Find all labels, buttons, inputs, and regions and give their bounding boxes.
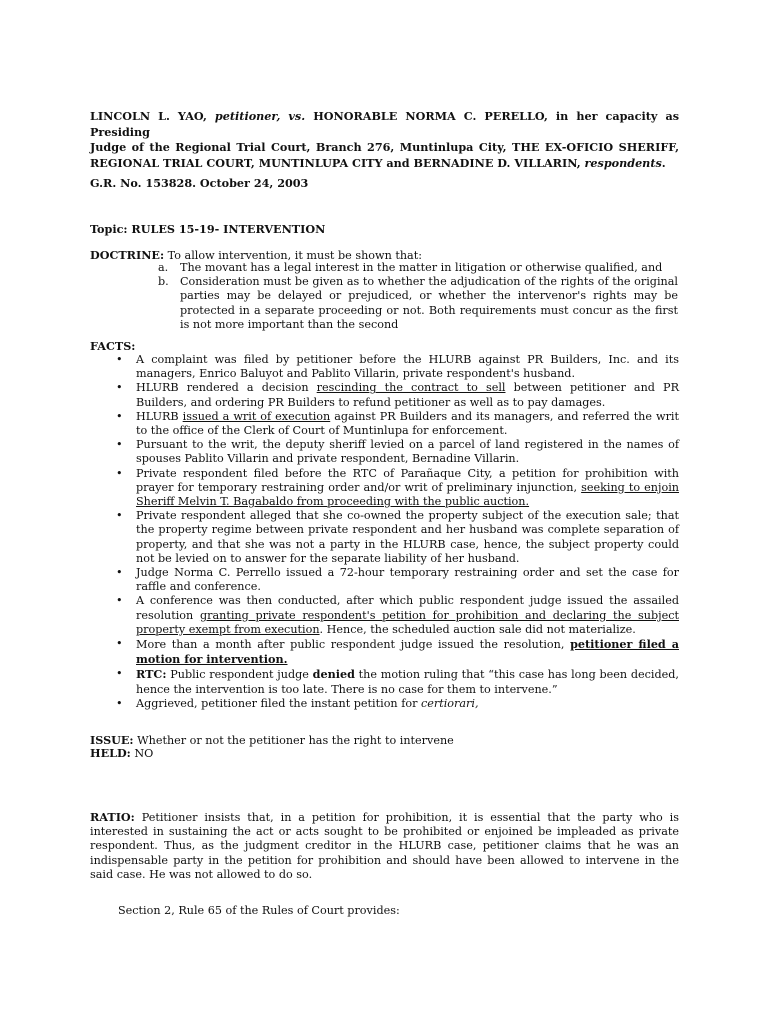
- issue-line: ISSUE: Whether or not the petitioner has the right to intervene: [90, 733, 454, 747]
- bullet-icon: •: [116, 566, 123, 580]
- fact-item: [116, 438, 679, 466]
- fact-text: certiorari,: [420, 696, 479, 710]
- fact-text: Pursuant to the writ, the deputy sheriff levied on a parcel of land registered in the names of spouses Pablito Villarin and private respondent, Bernadine Villarin.: [136, 438, 679, 466]
- fact-text: . Hence, the scheduled auction sale did not materialize.: [319, 622, 636, 636]
- fact-item: [116, 353, 679, 381]
- fact-text: Aggrieved, petitioner filed the instant petition for: [136, 696, 421, 710]
- fact-text: denied: [312, 667, 355, 682]
- gr-number: G.R. No. 153828. October 24, 2003: [90, 176, 309, 190]
- fact-item: [116, 381, 679, 409]
- fact-text: HLURB rendered a decision: [136, 381, 317, 395]
- fact-item: [116, 509, 679, 566]
- bullet-icon: •: [116, 438, 123, 452]
- bullet-icon: •: [116, 466, 123, 480]
- caption-line-2: Judge of the Regional Trial Court, Branch 276, Muntinlupa City, THE EX-OFICIO SHERIFF,: [90, 140, 679, 155]
- fact-text: seeking to enjoin Sheriff Melvin T. Bagabaldo from proceeding with the public auction.: [136, 480, 679, 509]
- fact-text: between petitioner and PR Builders, and ordering PR Builders to refund petitioner as well as to pay damages.: [136, 381, 679, 409]
- fact-text: HLURB: [136, 409, 183, 423]
- section-reference: Section 2, Rule 65 of the Rules of Court provides:: [118, 904, 400, 917]
- doctrine-item: b. Consideration must be given as to whether the adjudication of the rights of the original parties may be delayed or prejudiced, or whether the intervenor's rights may be protected in a separate proceeding or not. Both requirements must concur as the first is not more important than the second: [158, 275, 678, 331]
- fact-text: A conference was then conducted, after which public respondent judge issued the assailed resolution: [136, 594, 679, 622]
- doctrine-list: [158, 261, 678, 332]
- fact-item: [116, 667, 679, 696]
- fact-text: petitioner filed a motion for intervention.: [136, 637, 679, 667]
- bullet-icon: •: [116, 637, 123, 651]
- fact-text: A complaint was filed by petitioner before the HLURB against PR Builders, Inc. and its managers, Enrico Baluyot and Pablito Villarin, private respondent's husband.: [136, 353, 679, 381]
- bullet-icon: •: [116, 381, 123, 395]
- fact-text: issued a writ of execution: [182, 409, 331, 423]
- fact-item: [116, 594, 679, 637]
- fact-text: rescinding the contract to sell: [316, 381, 506, 395]
- bullet-icon: •: [116, 594, 123, 608]
- fact-text: the motion ruling that “this case has long been decided, hence the intervention is too late. There is no case for them to intervene.”: [136, 668, 679, 696]
- fact-text: Private respondent alleged that she co-owned the property subject of the execution sale; that the property regime between private respondent and her husband was complete separation of property, and that she was not a party in the HLURB case, hence, the subject property could not be levied on to answer for the separate liability of her husband.: [136, 509, 679, 565]
- fact-text: against PR Builders and its managers, and referred the writ to the office of the Clerk of Court of Muntinlupa for enforcement.: [136, 409, 679, 438]
- doctrine-item: a. The movant has a legal interest in the matter in litigation or otherwise qualified, and: [158, 261, 663, 274]
- caption-line-3: REGIONAL TRIAL COURT, MUNTINLUPA CITY and BERNADINE D. VILLARIN, respondents.: [90, 155, 666, 170]
- topic-heading: Topic: RULES 15-19- INTERVENTION: [90, 222, 326, 236]
- fact-item: [116, 467, 679, 510]
- bullet-icon: •: [116, 353, 123, 366]
- caption-line-1: LINCOLN L. YAO, petitioner, vs. HONORABLE NORMA C. PERELLO, in her capacity as Presiding: [90, 109, 679, 139]
- facts-heading: FACTS:: [90, 339, 136, 353]
- ratio-paragraph: RATIO: Petitioner insists that, in a petition for prohibition, it is essential that the party who is interested in sustaining the act or acts sought to be prohibited or enjoined be impleaded as private respondent. Thus, as the judgment creditor in the HLURB case, petitioner claims that he was an indispensable party in the petition for prohibition and should have been allowed to intervene in the said case. He was not allowed to do so.: [90, 810, 679, 881]
- fact-item: [116, 410, 679, 438]
- doctrine-label: DOCTRINE:: [90, 248, 165, 262]
- held-line: HELD: NO: [90, 746, 154, 760]
- doctrine-intro: To allow intervention, it must be shown that:: [164, 249, 422, 262]
- fact-text: RTC:: [136, 667, 167, 682]
- bullet-icon: •: [116, 509, 123, 523]
- fact-item: [116, 637, 679, 667]
- bullet-icon: •: [116, 696, 123, 710]
- fact-item: [116, 697, 679, 711]
- fact-text: Private respondent filed before the RTC of Parañaque City, a petition for prohibition with prayer for temporary restraining order and/or writ of preliminary injunction,: [136, 466, 679, 494]
- fact-item: [116, 566, 679, 594]
- bullet-icon: •: [116, 667, 123, 681]
- fact-text: More than a month after public respondent judge issued the resolution,: [136, 638, 571, 652]
- case-caption: [90, 109, 679, 171]
- fact-text: granting private respondent's petition for prohibition and declaring the subject property exempt from execution: [136, 608, 679, 636]
- bullet-icon: •: [116, 409, 123, 423]
- facts-list: [116, 353, 679, 711]
- fact-text: Judge Norma C. Perrello issued a 72-hour temporary restraining order and set the case for raffle and conference.: [136, 566, 679, 594]
- fact-text: Public respondent judge: [166, 668, 313, 682]
